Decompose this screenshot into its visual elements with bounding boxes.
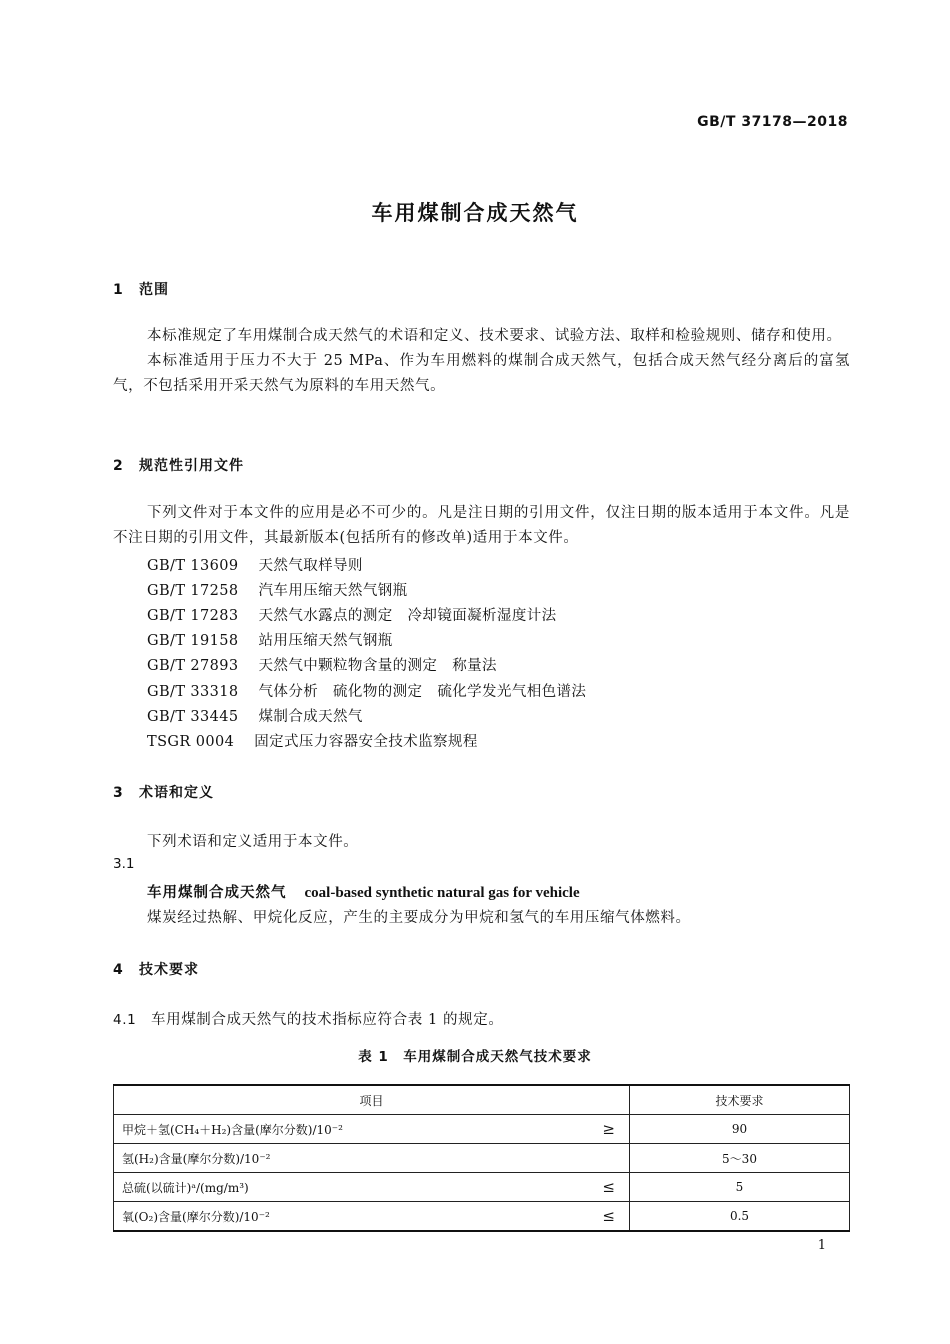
reference-code: GB/T 27893 (147, 658, 239, 674)
reference-code: GB/T 19158 (147, 633, 239, 649)
paragraph: 下列文件对于本文件的应用是必不可少的。凡是注日期的引用文件，仅注日期的版本适用于本文件。凡是不注日期的引用文件，其最新版本(包括所有的修改单)适用于本文件。 (113, 505, 850, 546)
section-heading-normative-references (113, 455, 244, 475)
item-text: 甲烷＋氢(CH₄＋H₂)含量(摩尔分数)/10⁻² (122, 1122, 343, 1137)
section-title: 术语和定义 (139, 785, 214, 801)
reference-code: GB/T 33318 (147, 684, 239, 700)
section-heading-terms (113, 782, 214, 802)
references-intro (113, 501, 850, 551)
section-title: 规范性引用文件 (139, 458, 244, 474)
comparator: ≥ (602, 1120, 615, 1138)
table-row (114, 1144, 850, 1173)
section-number: 2 (113, 458, 124, 474)
comparator: ≤ (602, 1207, 615, 1225)
item-text: 总硫(以硫计)ᵃ/(mg/m³) (122, 1180, 249, 1195)
reference-item (147, 654, 497, 675)
standard-number: GB/T 37178—2018 (697, 114, 848, 130)
table-header-item: 项目 (114, 1085, 630, 1115)
reference-title: 站用压缩天然气钢瓶 (258, 633, 393, 649)
table-header-requirement: 技术要求 (630, 1085, 850, 1115)
clause-number: 4.1 (113, 1012, 137, 1028)
table-cell-value: 90 (630, 1115, 850, 1144)
paragraph: 本标准适用于压力不大于 25 MPa、作为车用燃料的煤制合成天然气，包括合成天然气经分离后的富氢气，不包括采用开采天然气为原料的车用天然气。 (113, 353, 850, 394)
clause-text: 车用煤制合成天然气的技术指标应符合表 1 的规定。 (151, 1012, 504, 1028)
reference-title: 天然气取样导则 (258, 558, 363, 574)
reference-title: 天然气水露点的测定 冷却镜面凝析湿度计法 (258, 608, 557, 624)
term-english: coal-based synthetic natural gas for vehicle (304, 885, 580, 901)
term-heading (147, 881, 580, 902)
table-caption: 表 1 车用煤制合成天然气技术要求 (358, 1049, 592, 1065)
reference-title: 煤制合成天然气 (258, 709, 363, 725)
item-text: 氧(O₂)含量(摩尔分数)/10⁻² (122, 1209, 270, 1224)
clause-4-1 (113, 1008, 503, 1029)
table-row (114, 1173, 850, 1202)
table-cell-item (114, 1115, 630, 1144)
reference-code: TSGR 0004 (147, 734, 235, 750)
terms-intro: 下列术语和定义适用于本文件。 (147, 834, 359, 850)
reference-title: 汽车用压缩天然气钢瓶 (258, 583, 408, 599)
table-row (114, 1115, 850, 1144)
section-title: 范围 (139, 282, 169, 298)
reference-item (147, 629, 393, 650)
term-number: 3.1 (113, 856, 135, 872)
reference-code: GB/T 33445 (147, 709, 239, 725)
reference-item (147, 705, 363, 726)
section-number: 1 (113, 282, 124, 298)
table-row (114, 1202, 850, 1232)
reference-code: GB/T 17283 (147, 608, 239, 624)
section-number: 4 (113, 962, 124, 978)
reference-item (147, 604, 557, 625)
reference-title: 天然气中颗粒物含量的测定 称量法 (258, 658, 497, 674)
page-number: 1 (817, 1238, 826, 1253)
table-header-row (114, 1085, 850, 1115)
table-cell-item (114, 1173, 630, 1202)
section-heading-technical-requirements (113, 959, 199, 979)
reference-item (147, 579, 408, 600)
paragraph: 本标准规定了车用煤制合成天然气的术语和定义、技术要求、试验方法、取样和检验规则、储存和使用。 (147, 328, 842, 344)
reference-title: 固定式压力容器安全技术监察规程 (254, 734, 478, 750)
section-number: 3 (113, 785, 124, 801)
document-title: 车用煤制合成天然气 (371, 201, 579, 225)
scope-text (113, 324, 850, 399)
reference-item (147, 554, 363, 575)
reference-code: GB/T 13609 (147, 558, 239, 574)
term-definition: 煤炭经过热解、甲烷化反应，产生的主要成分为甲烷和氢气的车用压缩气体燃料。 (147, 910, 691, 926)
table-cell-item (114, 1144, 630, 1173)
reference-title: 气体分析 硫化物的测定 硫化学发光气相色谱法 (258, 684, 587, 700)
table-cell-item (114, 1202, 630, 1232)
section-heading-scope (113, 279, 169, 299)
comparator: ≤ (602, 1178, 615, 1196)
requirements-table (113, 1084, 850, 1232)
table-cell-value: 0.5 (630, 1202, 850, 1232)
term-chinese: 车用煤制合成天然气 (147, 885, 287, 901)
reference-code: GB/T 17258 (147, 583, 239, 599)
table-cell-value: 5～30 (630, 1144, 850, 1173)
table-cell-value: 5 (630, 1173, 850, 1202)
section-title: 技术要求 (139, 962, 199, 978)
reference-item (147, 680, 586, 701)
item-text: 氢(H₂)含量(摩尔分数)/10⁻² (122, 1151, 271, 1166)
reference-item (147, 730, 478, 751)
